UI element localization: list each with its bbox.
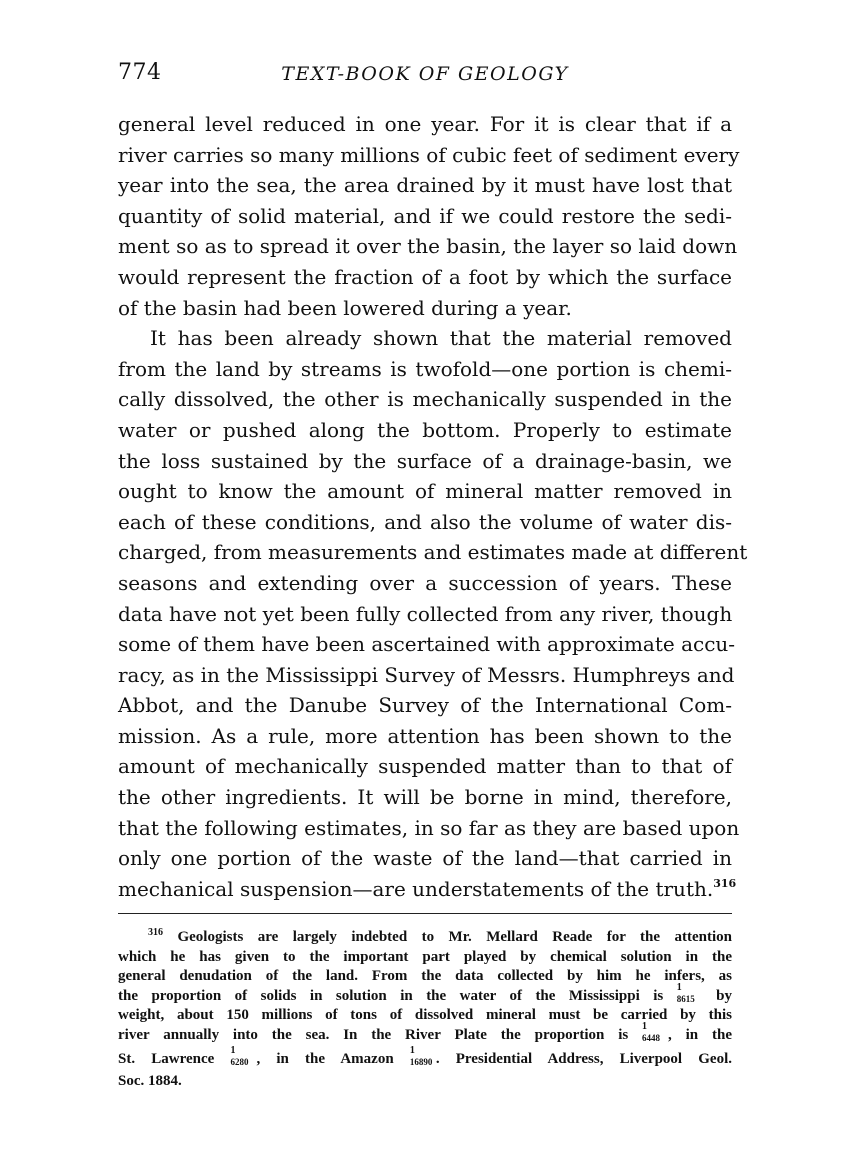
footnote-line (118, 1046, 732, 1072)
text-line-content: mechanical suspension—are understatements of the truth. (118, 876, 714, 901)
footnote (118, 928, 732, 1091)
fraction (676, 981, 703, 1004)
fraction-denominator: 6448 (642, 1032, 661, 1043)
fraction-numerator: 1 (230, 1044, 236, 1056)
text-line: charged, from measurements and estimates made at different (118, 540, 748, 565)
text-line: quantity of solid material, and if we could restore the sedi- (118, 203, 732, 228)
text-line: water or pushed along the bottom. Properly to estimate (118, 417, 732, 442)
text-line: data have not yet been fully collected from any river, though (118, 601, 733, 626)
footnote-line: general denudation of the land. From the data collected by him he infers, as (118, 968, 732, 985)
footnote-text: by (716, 987, 733, 1004)
footnote-number: 316 (148, 927, 163, 938)
text-line: the loss sustained by the surface of a drainage-basin, we (118, 448, 732, 473)
text-line: of the basin had been lowered during a year. (118, 295, 572, 320)
text-line: from the land by streams is twofold—one portion is chemi- (118, 356, 732, 381)
footnote-text: . Presidential Address, Liverpool Geol. (435, 1050, 732, 1067)
footnote-line: Soc. 1884. (118, 1072, 182, 1089)
text-line: ought to know the amount of mineral matter removed in (118, 479, 732, 504)
fraction (230, 1044, 256, 1067)
text-line: each of these conditions, and also the volume of water dis- (118, 509, 732, 534)
text-line: Abbot, and the Danube Survey of the International Com- (118, 693, 732, 718)
footnote-text: river annually into the sea. In the River Plate the proportion is (118, 1026, 629, 1043)
text-line: year into the sea, the area drained by it must have lost that (118, 173, 732, 198)
fraction (642, 1020, 668, 1043)
text-line: some of them have been ascertained with approximate accu- (118, 632, 736, 657)
fraction-numerator: 1 (409, 1044, 415, 1056)
text-line: river carries so many millions of cubic feet of sediment every (118, 142, 740, 167)
text-line: cally dissolved, the other is mechanically suspended in the (118, 387, 732, 412)
page-number: 774 (118, 60, 162, 85)
footnote-text: the proportion of solids in solution in the water of the Mississippi is (118, 987, 664, 1004)
text-line: amount of mechanically suspended matter than to that of (118, 754, 732, 779)
fraction-denominator: 6280 (230, 1056, 249, 1067)
footnote-text: , in the Amazon (256, 1050, 394, 1067)
text-line: mission. As a rule, more attention has been shown to the (118, 723, 732, 748)
text-line: seasons and extending over a succession of years. These (118, 570, 732, 595)
body-text (118, 109, 748, 904)
text-line: general level reduced in one year. For it is clear that if a (118, 112, 732, 136)
text-line: only one portion of the waste of the land—that carried in (118, 846, 732, 871)
text-line: It has been already shown that the material removed (150, 326, 732, 351)
footnote-line (118, 1020, 732, 1046)
text-line: that the following estimates, in so far as they are based upon (118, 815, 740, 840)
footnote-text: St. Lawrence (118, 1050, 215, 1067)
fraction-denominator: 16890 (409, 1056, 433, 1067)
fraction-numerator: 1 (642, 1020, 648, 1032)
footnote-line: which he has given to the important part played by chemical solution in the (118, 948, 732, 965)
text-line-last (118, 874, 737, 905)
text-line: would represent the fraction of a foot by which the surface (118, 264, 732, 289)
fraction (409, 1044, 436, 1067)
text-line: racy, as in the Mississippi Survey of Messrs. Humphreys and (118, 662, 735, 687)
fraction-denominator: 8615 (676, 993, 695, 1004)
fraction-numerator: 1 (676, 981, 682, 993)
running-head: TEXT-BOOK OF GEOLOGY (281, 63, 569, 85)
footnote-divider (118, 913, 732, 914)
text-line: the other ingredients. It will be borne in mind, therefore, (118, 785, 732, 810)
footnote-text: Geologists are largely indebted to Mr. Mellard Reade for the attention (177, 929, 732, 945)
page-header (118, 60, 732, 94)
footnote-reference: 316 (713, 876, 737, 890)
text-line: ment so as to spread it over the basin, the layer so laid down (118, 234, 738, 259)
footnote-line (118, 981, 733, 1007)
footnote-line: weight, about 150 millions of tons of dissolved mineral must be carried by this (118, 1007, 732, 1024)
footnote-text: , in the (668, 1026, 732, 1043)
footnote-line (118, 928, 732, 948)
